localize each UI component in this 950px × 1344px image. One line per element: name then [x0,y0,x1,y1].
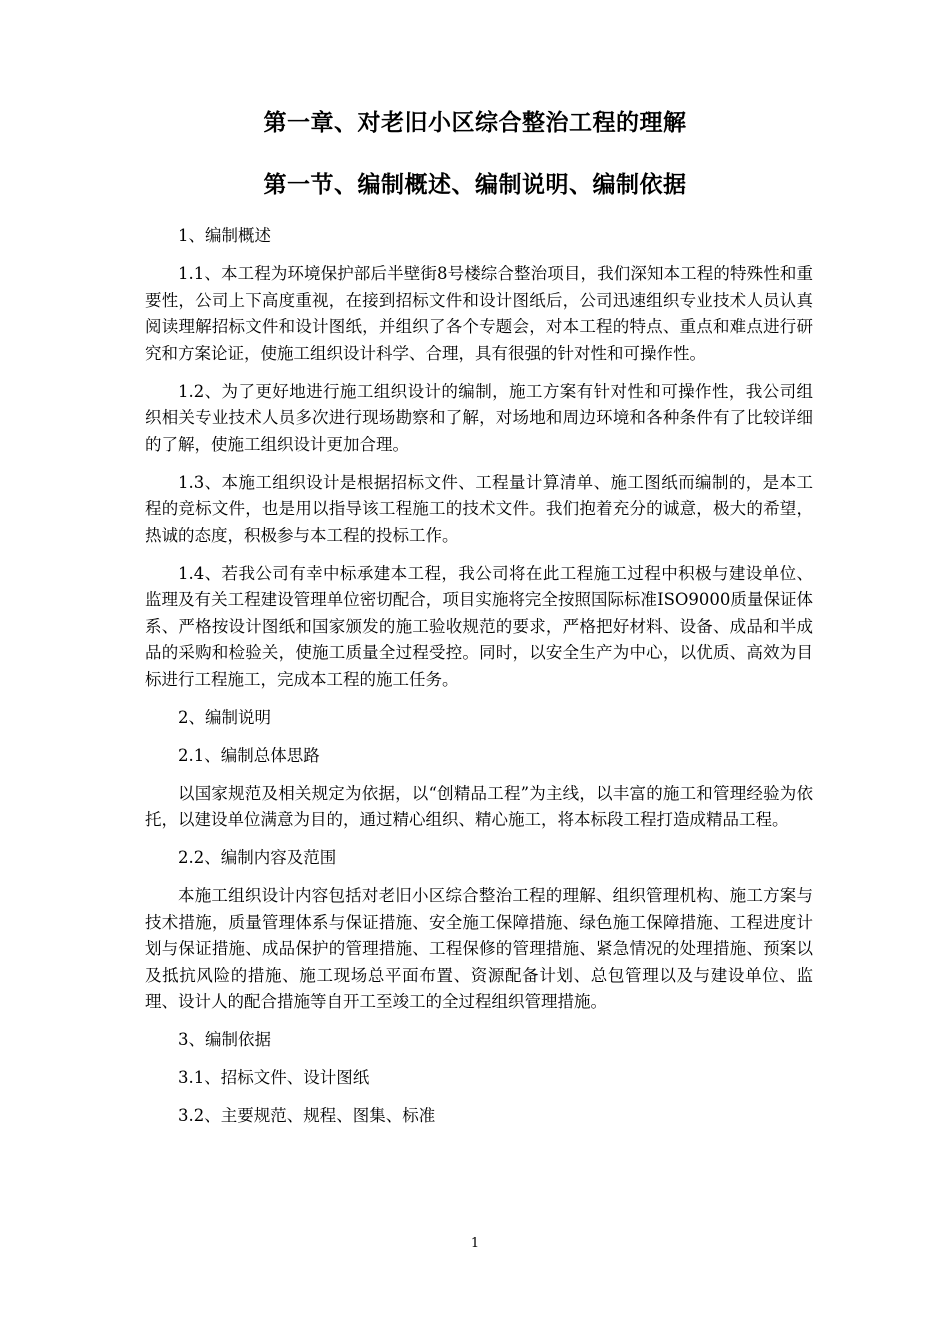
heading-3-2: 3.2、主要规范、规程、图集、标准 [178,1106,436,1125]
page-number: 1 [470,1236,480,1251]
chapter-title: 第一章、对老旧小区综合整治工程的理解 [263,110,687,136]
heading-2-notes: 2、编制说明 [178,707,271,727]
heading-1-overview: 1、编制概述 [178,226,271,245]
paragraph-1-3: 1.3、本施工组织设计是根据招标文件、工程量计算清单、施工图纸而编制的，是本工程的竞标文件，也是用以指导该工程施工的技术文件。我们抱着充分的诚意，极大的希望，热诚的态度，积极参与本工程的投标工作。 [145,472,813,545]
paragraph-2-2: 本施工组织设计内容包括对老旧小区综合整治工程的理解、组织管理机构、施工方案与技术措施，质量管理体系与保证措施、安全施工保障措施、绿色施工保障措施、工程进度计划与保证措施、成品保护的管理措施、工程保修的管理措施、紧急情况的处理措施、预案以及抵抗风险的措施、施工现场总平面布置、资源配备计划、总包管理以及与建设单位、监理、设计人的配合措施等自开工至竣工的全过程组织管理措施。 [145,886,813,1011]
paragraph-1-4: 1.4、若我公司有幸中标承建本工程，我公司将在此工程施工过程中积极与建设单位、监理及有关工程建设管理单位密切配合，项目实施将完全按照国际标准ISO9000质量保证体系、严格按设计图纸和国家颁发的施工验收规范的要求，严格把好材料、设备、成品和半成品的采购和检验关，使施工质量全过程受控。同时，以安全生产为中心，以优质、高效为目标进行工程施工，完成本工程的施工任务。 [145,563,813,689]
heading-2-2: 2.2、编制内容及范围 [178,848,337,867]
paragraph-1-2: 1.2、为了更好地进行施工组织设计的编制，施工方案有针对性和可操作性，我公司组织相关专业技术人员多次进行现场勘察和了解，对场地和周边环境和各种条件有了比较详细的了解，使施工组织设计更加合理。 [145,381,813,454]
document-body [145,223,813,1130]
section-title: 第一节、编制概述、编制说明、编制依据 [263,172,687,198]
heading-3-basis: 3、编制依据 [178,1030,271,1049]
paragraph-1-1: 1.1、本工程为环境保护部后半壁街8号楼综合整治项目，我们深知本工程的特殊性和重要性，公司上下高度重视，在接到招标文件和设计图纸后，公司迅速组织专业技术人员认真阅读理解招标文件和设计图纸，并组织了各个专题会，对本工程的特点、重点和难点进行研究和方案论证，使施工组织设计科学、合理，具有很强的针对性和可操作性。 [145,264,813,363]
paragraph-2-1: 以国家规范及相关规定为依据，以“创精品工程”为主线，以丰富的施工和管理经验为依托，以建设单位满意为目的，通过精心组织、精心施工，将本标段工程打造成精品工程。 [145,783,813,829]
heading-3-1: 3.1、招标文件、设计图纸 [178,1068,370,1087]
heading-2-1: 2.1、编制总体思路 [178,745,320,765]
